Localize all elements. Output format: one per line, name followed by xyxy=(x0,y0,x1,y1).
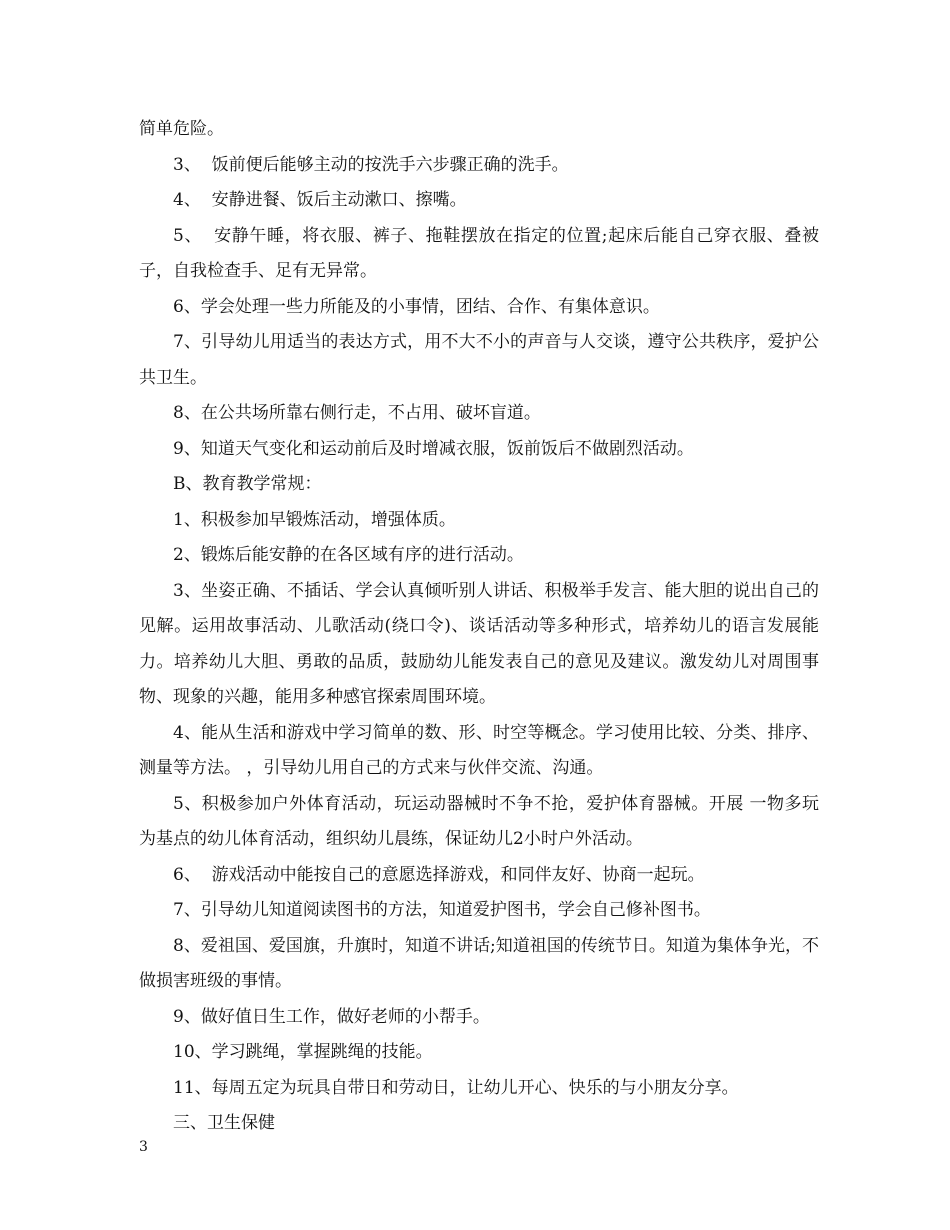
paragraph: 7、引导幼儿知道阅读图书的方法，知道爱护图书，学会自己修补图书。 xyxy=(173,900,711,920)
paragraph: 7、引导幼儿用适当的表达方式，用不大不小的声音与人交谈，遵守公共秩序，爱护公共卫生。 xyxy=(139,332,819,388)
paragraph: 简单危险。 xyxy=(139,119,224,139)
paragraph: 10、学习跳绳，掌握跳绳的技能。 xyxy=(173,1042,433,1062)
paragraph: 11、每周五定为玩具自带日和劳动日，让幼儿开心、快乐的与小朋友分享。 xyxy=(173,1077,739,1098)
section-heading: B、教育教学常规： xyxy=(173,474,322,494)
paragraph: 9、知道天气变化和运动前后及时增减衣服，饭前饭后不做剧烈活动。 xyxy=(173,438,694,459)
paragraph: 1、积极参加早锻炼活动，增强体质。 xyxy=(173,509,456,530)
paragraph: 8、爱祖国、爱国旗，升旗时，知道不讲话;知道祖国的传统节日。知道为集体争光，不做损害班级的事情。 xyxy=(139,935,819,991)
paragraph: 5、积极参加户外体育活动，玩运动器械时不争不抢，爱护体育器械。开展 一物多玩 为基点的幼儿体育活动，组织幼儿晨练，保证幼儿2小时户外活动。 xyxy=(139,793,825,849)
paragraph: 4、 安静进餐、饭后主动漱口、擦嘴。 xyxy=(173,190,467,210)
paragraph: 4、能从生活和游戏中学习简单的数、形、时空等概念。学习使用比较、分类、排序、测量等方法。 ，引导幼儿用自己的方式来与伙伴交流、沟通。 xyxy=(139,722,819,778)
page-number: 3 xyxy=(139,1139,148,1155)
paragraph: 5、 安静午睡，将衣服、裤子、拖鞋摆放在指定的位置;起床后能自己穿衣服、叠被子，自我检查手、足有无异常。 xyxy=(139,225,819,281)
paragraph: 8、在公共场所靠右侧行走，不占用、破坏盲道。 xyxy=(173,403,541,423)
section-heading: 三、卫生保健 xyxy=(173,1113,275,1133)
paragraph: 3、 饭前便后能够主动的按洗手六步骤正确的洗手。 xyxy=(173,154,569,175)
paragraph: 2、锻炼后能安静的在各区域有序的进行活动。 xyxy=(173,545,524,565)
paragraph: 3、坐姿正确、不插话、学会认真倾听别人讲话、积极举手发言、能大胆的说出自己的见解。运用故事活动、儿歌活动(绕口令)、谈话活动等多种形式，培养幼儿的语言发展能力。培养幼儿大胆、勇敢的品质，鼓励幼儿能发表自己的意见及建议。激发幼儿对周围事物、现象的兴趣，能用多种感官探索周围环境。 xyxy=(139,580,819,707)
paragraph: 9、做好值日生工作，做好老师的小帮手。 xyxy=(173,1006,490,1027)
paragraph: 6、学会处理一些力所能及的小事情，团结、合作、有集体意识。 xyxy=(173,296,660,317)
body-text xyxy=(139,112,825,1142)
paragraph: 6、 游戏活动中能按自己的意愿选择游戏，和同伴友好、协商一起玩。 xyxy=(173,864,705,885)
